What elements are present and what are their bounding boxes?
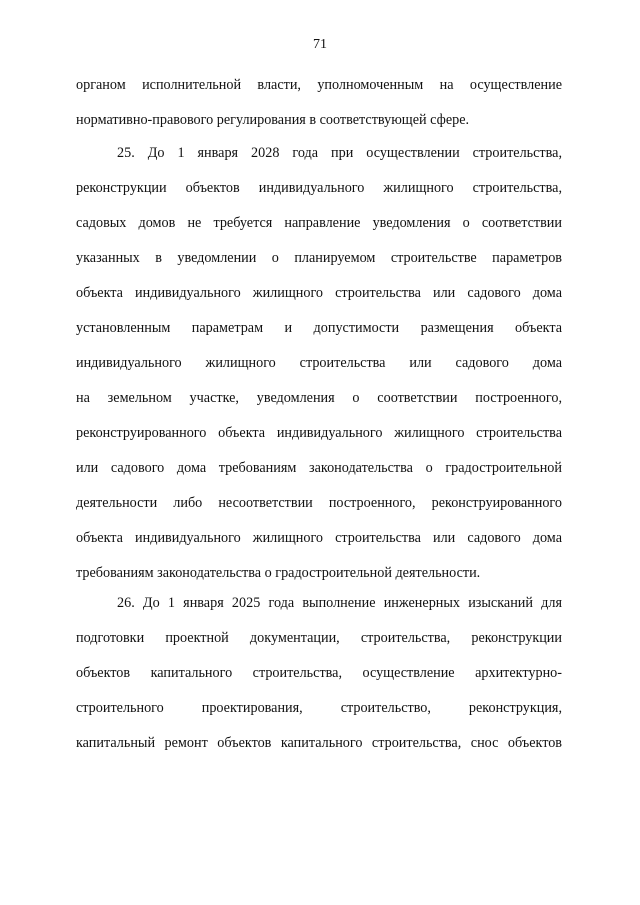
page-number: 71 bbox=[313, 37, 327, 52]
text-line: деятельности либо несоответствии построенного, реконструированного bbox=[76, 495, 562, 511]
paragraph-continuation bbox=[76, 68, 562, 138]
text-line: нормативно-правового регулирования в соответствующей сфере. bbox=[76, 112, 470, 128]
text-line: индивидуального жилищного строительства или садового дома bbox=[76, 355, 562, 371]
text-line: 26. До 1 января 2025 года выполнение инженерных изысканий для bbox=[117, 595, 562, 611]
text-line: объекта индивидуального жилищного строительства или садового дома bbox=[76, 285, 562, 301]
text-line: указанных в уведомлении о планируемом строительстве параметров bbox=[76, 250, 562, 266]
text-line: реконструированного объекта индивидуального жилищного строительства bbox=[76, 425, 562, 441]
text-line: капитальный ремонт объектов капитального строительства, снос объектов bbox=[76, 735, 562, 751]
text-line: 25. До 1 января 2028 года при осуществлении строительства, bbox=[117, 145, 562, 161]
text-line: объектов капитального строительства, осуществление архитектурно- bbox=[76, 665, 562, 681]
text-line: подготовки проектной документации, строительства, реконструкции bbox=[76, 630, 562, 646]
text-line: на земельном участке, уведомления о соответствии построенного, bbox=[76, 390, 562, 406]
paragraph-26 bbox=[76, 586, 562, 761]
text-line: установленным параметрам и допустимости размещения объекта bbox=[76, 320, 562, 336]
text-line: реконструкции объектов индивидуального жилищного строительства, bbox=[76, 180, 562, 196]
text-line: органом исполнительной власти, уполномоченным на осуществление bbox=[76, 77, 562, 93]
text-line: или садового дома требованиям законодательства о градостроительной bbox=[76, 460, 562, 476]
text-line: объекта индивидуального жилищного строительства или садового дома bbox=[76, 530, 562, 546]
text-line: садовых домов не требуется направление уведомления о соответствии bbox=[76, 215, 562, 231]
paragraph-25 bbox=[76, 136, 562, 591]
text-line: требованиям законодательства о градостроительной деятельности. bbox=[76, 565, 481, 581]
text-line: строительного проектирования, строительство, реконструкция, bbox=[76, 700, 562, 716]
